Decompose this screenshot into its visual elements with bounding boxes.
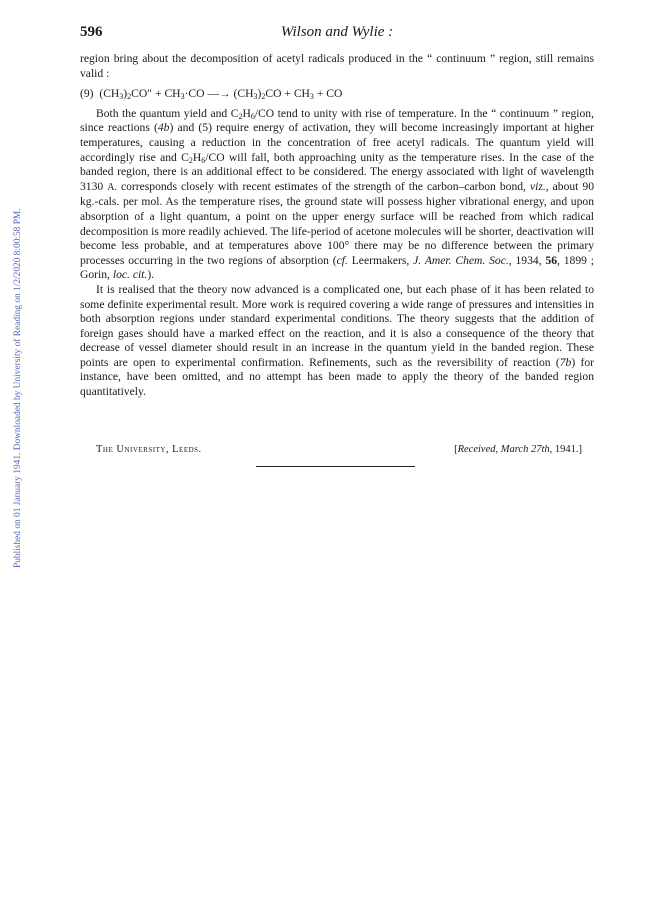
text-run: , 1934, — [508, 253, 546, 267]
body-text — [80, 52, 594, 400]
received-bracket: [ — [454, 444, 458, 455]
running-head: Wilson and Wylie : — [280, 24, 394, 40]
eq-text: (CH — [99, 87, 120, 101]
eq-subscript: 3 — [309, 92, 314, 102]
paragraph-continued: region bring about the decomposition of acetyl radicals produced in the “ continuum ” region, still remains valid : — [80, 52, 594, 80]
end-rule — [256, 466, 415, 467]
eq-subscript: 3 — [253, 92, 258, 102]
eq-subscript: 3 — [119, 92, 124, 102]
page-header — [80, 24, 594, 44]
italic-text: cf. — [336, 253, 348, 267]
received-label: Received, March 27th, — [457, 444, 553, 455]
text-run: H — [242, 106, 251, 120]
eq-text: (CH — [233, 87, 254, 101]
eq-subscript: 3 — [180, 92, 185, 102]
eq-subscript: 2 — [127, 92, 132, 102]
paragraph-temperature — [80, 107, 594, 283]
angstrom-unit: A. — [107, 181, 117, 193]
eq-subscript: 2 — [261, 92, 266, 102]
volume-number: 56 — [545, 253, 558, 267]
eq-text: ) — [257, 87, 262, 101]
text-run: H — [192, 150, 202, 164]
eq-text: ·CO — [184, 87, 205, 101]
reaction-ref: 7b — [559, 355, 572, 369]
eq-text: + CO — [313, 87, 343, 101]
text-run: ) and (5) require energy of activation, they will become increasingly important at higher temperatures, causing a reduction in the concentration of free acetyl radicals. The quantum yield will accordingly rise and C — [80, 121, 594, 164]
italic-text: loc. cit. — [112, 268, 148, 282]
eq-text: CO″ + CH — [131, 87, 181, 101]
subscript: 6 — [201, 155, 206, 165]
text-run: /CO will fall, both approaching unity as the temperature rises. In the case of the banded region, there is an additional effect to be considered. The energy associated with light of wavelength 3130 — [80, 150, 594, 193]
text-run: , about 90 kg.-cals. per mol. As the temperature rises, the ground state will possess higher vibrational energy, and upon absorption of a light quantum, a point on the upper energy surface will be reached from which radical decomposition is more readily achieved. The life-period of acetone molecules will be shorter, deactivation will become less probable, and at temperatures above 100° there may be no difference between the primary processes occurring in the two regions of absorption ( — [80, 179, 595, 267]
page-number: 596 — [80, 24, 103, 40]
received-year: 1941.] — [552, 444, 582, 455]
equation-9 — [80, 87, 594, 102]
eq-text: CO + CH — [265, 87, 310, 101]
download-watermark — [2, 148, 23, 568]
italic-text: viz. — [529, 179, 546, 193]
eq-text: ) — [123, 87, 128, 101]
journal-name: J. Amer. Chem. Soc. — [413, 253, 509, 267]
text-run: Leermakers, — [347, 253, 414, 267]
text-run: Both the quantum yield and C — [96, 106, 239, 120]
text-run: /CO tend to unity with rise of temperature. In the “ continuum ” region, since reactions ( — [80, 106, 594, 135]
reaction-ref: 4b — [157, 121, 170, 135]
subscript: 2 — [238, 111, 243, 121]
text-run: corresponds closely with recent estimates of the strength of the carbon–carbon bond, — [116, 179, 530, 193]
text-run: , 1899 ; Gorin, — [80, 253, 594, 282]
download-watermark-text: Published on 01 January 1941. Downloaded by University of Reading on 1/2/2020 8:00:58 PM. — [13, 208, 23, 568]
paragraph-conclusion — [80, 283, 594, 400]
article-footer — [96, 444, 582, 455]
subscript: 6 — [250, 111, 255, 121]
received-date — [454, 444, 582, 455]
text-run: It is realised that the theory now advanced is a complicated one, but each phase of it has been related to some definite experimental result. More work is required covering a wide range of pressures and intensities in both absorption regions under standard experimental conditions. The theory suggests that the addition of foreign gases should have a marked effect on the reaction, and it is also a consequence of the theory that decrease of vessel diameter should result in an increase in the quantum yield in the banded region. These points are open to experimental confirmation. Refinements, such as the reversibility of reaction ( — [80, 282, 594, 369]
reaction-arrow: —→ — [207, 87, 231, 101]
affiliation: The University, Leeds. — [96, 444, 202, 455]
equation-number: (9) — [80, 87, 94, 101]
text-run: ) for instance, have been omitted, and no attempt has been made to apply the theory of the banded region quantitatively. — [80, 355, 594, 399]
text-run: ). — [147, 268, 155, 282]
subscript: 2 — [188, 155, 193, 165]
